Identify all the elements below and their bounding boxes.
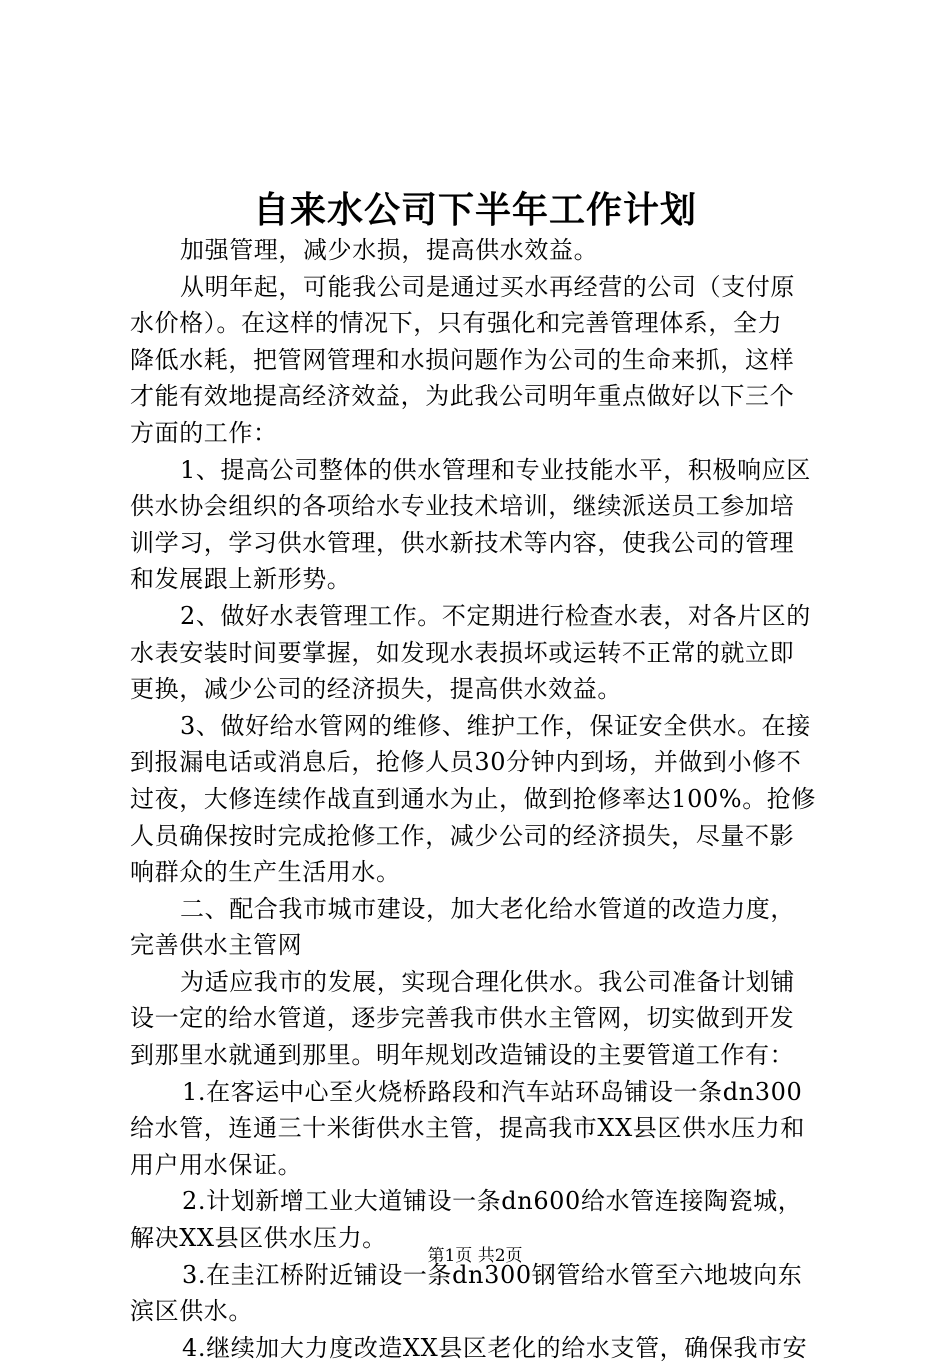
paragraph-line: 到报漏电话或消息后，抢修人员30分钟内到场，并做到小修不 xyxy=(130,748,802,777)
paragraph-line: 和发展跟上新形势。 xyxy=(130,565,352,594)
paragraph-line: 从明年起，可能我公司是通过买水再经营的公司（支付原 xyxy=(180,272,795,301)
paragraph-line: 才能有效地提高经济效益，为此我公司明年重点做好以下三个 xyxy=(130,382,795,411)
paragraph-line: 滨区供水。 xyxy=(130,1297,253,1326)
paragraph-line: 2、做好水表管理工作。不定期进行检查水表，对各片区的 xyxy=(180,601,811,630)
document-title: 自来水公司下半年工作计划 xyxy=(252,189,697,231)
paragraph-line: 训学习，学习供水管理，供水新技术等内容，使我公司的管理 xyxy=(130,528,795,557)
paragraph-line: 供水协会组织的各项给水专业技术培训，继续派送员工参加培 xyxy=(130,492,795,521)
paragraph-line: 过夜，大修连续作战直到通水为止，做到抢修率达100%。抢修 xyxy=(130,784,817,813)
paragraph-line: 3、做好给水管网的维修、维护工作，保证安全供水。在接 xyxy=(180,711,811,740)
paragraph-line: 水价格）。在这样的情况下，只有强化和完善管理体系，全力 xyxy=(130,309,783,338)
paragraph-line: 响群众的生产生活用水。 xyxy=(130,858,401,887)
paragraph-line: 给水管，连通三十米街供水主管，提高我市XX县区供水压力和 xyxy=(130,1114,805,1143)
section-heading-line: 完善供水主管网 xyxy=(130,931,303,960)
paragraph-line: 设一定的给水管道，逐步完善我市供水主管网，切实做到开发 xyxy=(130,1004,795,1033)
paragraph-line: 到那里水就通到那里。明年规划改造铺设的主要管道工作有： xyxy=(130,1041,795,1070)
paragraph-line: 1、提高公司整体的供水管理和专业技能水平，积极响应区 xyxy=(180,455,811,484)
paragraph-line: 为适应我市的发展，实现合理化供水。我公司准备计划铺 xyxy=(180,967,795,996)
paragraph-line: 更换，减少公司的经济损失，提高供水效益。 xyxy=(130,675,622,704)
paragraph-line: 方面的工作： xyxy=(130,418,278,447)
paragraph-line: 4.继续加大力度改造XX县区老化的给水支管，确保我市安 xyxy=(182,1333,808,1362)
section-heading-line: 二、配合我市城市建设，加大老化给水管道的改造力度， xyxy=(180,894,795,923)
page-number-footer: 第1页 共2页 xyxy=(427,1246,523,1266)
paragraph-line: 水表安装时间要掌握，如发现水表损坏或运转不正常的就立即 xyxy=(130,638,795,667)
paragraph-line: 3.在圭江桥附近铺设一条dn300钢管给水管至六地坡向东 xyxy=(182,1260,803,1289)
document-body xyxy=(130,232,830,1366)
paragraph-line: 解决XX县区供水压力。 xyxy=(130,1224,387,1253)
paragraph-line: 加强管理，减少水损，提高供水效益。 xyxy=(180,236,599,264)
paragraph-line: 人员确保按时完成抢修工作，减少公司的经济损失，尽量不影 xyxy=(130,821,795,850)
paragraph-line: 1.在客运中心至火烧桥路段和汽车站环岛铺设一条dn300 xyxy=(182,1077,803,1106)
paragraph-line: 降低水耗，把管网管理和水损问题作为公司的生命来抓，这样 xyxy=(130,345,795,374)
paragraph-line: 2.计划新增工业大道铺设一条dn600给水管连接陶瓷城， xyxy=(182,1187,803,1216)
paragraph-line: 用户用水保证。 xyxy=(130,1150,303,1179)
